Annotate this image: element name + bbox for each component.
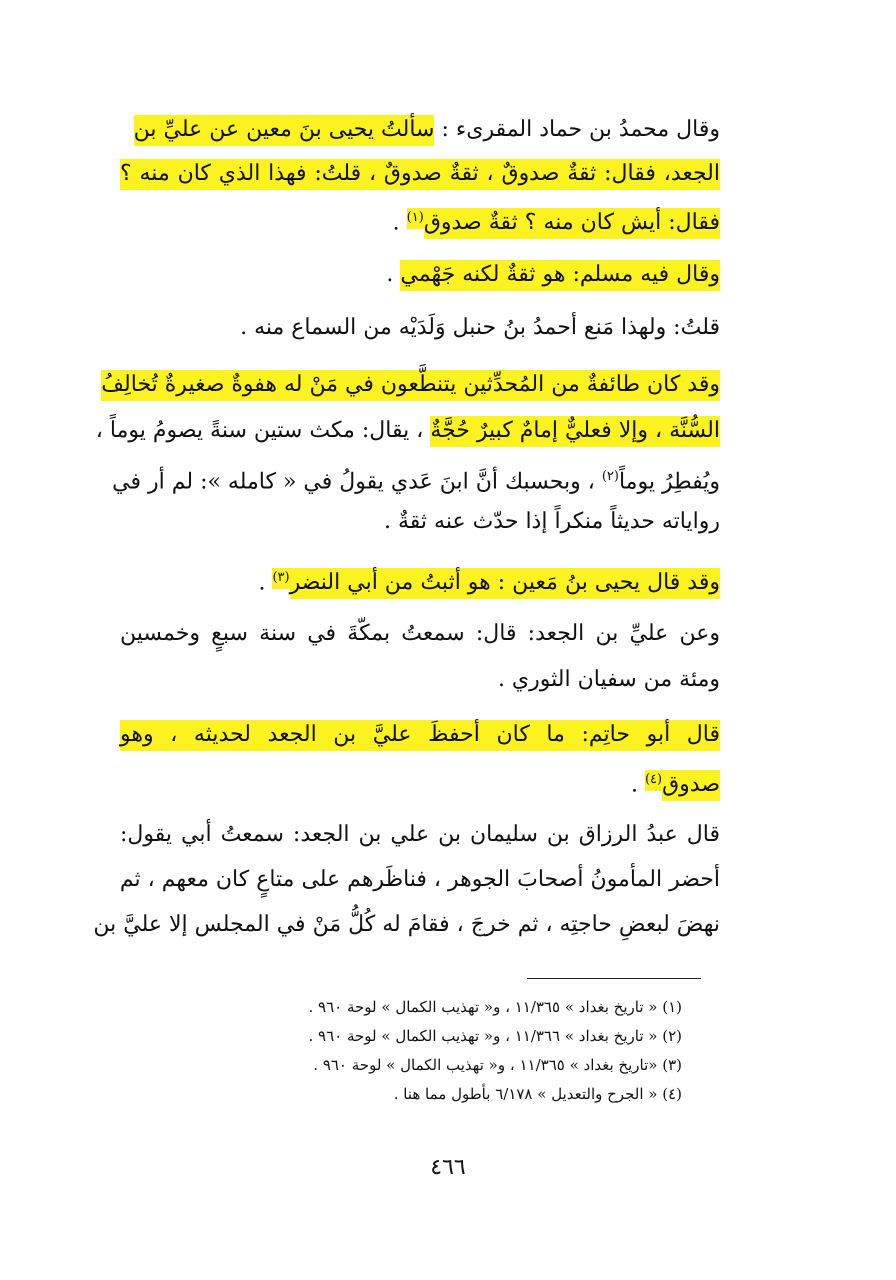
text-line (120, 311, 720, 345)
line-text: ، وبحسبك أنَّ ابنَ عَدي يقولُ في « كامله »: لم أر في (112, 469, 602, 495)
footnote-ref: (٤) (645, 770, 662, 791)
line-text: رواياته حديثاً منكراً إذا حدّث عنه ثقةٌ . (384, 509, 720, 534)
text-line (120, 258, 720, 292)
text-line (120, 157, 720, 191)
line-text: أحضر المأمونُ أصحابَ الجوهر ، فناظَرهم على متاعٍ كان معهم ، ثم (119, 867, 720, 892)
text-line (120, 818, 720, 852)
highlighted-text: سألتُ يحيى بنَ معين عن عليِّ بن (134, 115, 435, 146)
line-text: ، يقال: مكث ستين سنةً يصومُ يوماً ، (95, 418, 431, 443)
page-number: ٤٦٦ (430, 1155, 466, 1180)
line-text: . (258, 570, 273, 596)
text-line (120, 561, 720, 600)
highlighted-text: قال أبو حاتِم: ما كان أحفظَ عليَّ بن الجعد لحديثه ، وهو (120, 720, 720, 751)
text-line (95, 414, 720, 448)
text-line (120, 617, 720, 651)
line-text: ويُفطِرُ يوماً (618, 469, 720, 495)
text-line (120, 718, 720, 752)
highlighted-text: الجعد، فقال: ثقةٌ صدوقٌ ، ثقةٌ صدوقٌ ، قلتُ: فهذا الذي كان منه ؟ (120, 159, 720, 190)
highlighted-text: وقد قال يحيى بنُ مَعين : هو أثبتُ من أبي النضر (290, 568, 720, 599)
footnote-ref: (٣) (272, 568, 289, 589)
footnote: (١) « تاريخ بغداد » ١١/٣٦٥ ، و« تهذيب الكمال » لوحة ٩٦٠ . (308, 998, 682, 1016)
text-line (101, 368, 720, 402)
highlighted-text: وقال فيه مسلم: هو ثقةٌ لكنه جَهْمي (400, 260, 720, 291)
footnote: (٣) «تاريخ بغداد » ١١/٣٦٥ ، و« تهذيب الكمال » لوحة ٩٦٠ . (313, 1056, 682, 1074)
highlighted-text: فقال: أيش كان منه ؟ ثقةٌ صدوق (424, 208, 720, 239)
text-line (120, 763, 720, 802)
text-line (120, 863, 720, 897)
footnote-ref: (١) (407, 208, 424, 229)
text-line (93, 908, 720, 942)
text-line (112, 460, 720, 499)
highlighted-text: وقد كان طائفةٌ من المُحدِّثين يتنطَّعون في مَنْ له هفوةٌ صغيرةٌ تُخالِفُ (101, 370, 720, 401)
text-line (120, 113, 720, 147)
line-text: ومئة من سفيان الثوري . (497, 667, 720, 692)
line-text: . (386, 262, 401, 287)
line-text: قلتُ: ولهذا مَنع أحمدُ بنُ حنبل وَلَدَيْه من السماع منه . (240, 315, 720, 340)
highlighted-text: صدوق (662, 770, 720, 801)
line-text: قال عبدُ الرزاق بن سليمان بن علي بن الجعد: سمعتُ أبي يقول: (120, 822, 720, 847)
footnote-ref: (٢) (601, 469, 619, 484)
text-line (120, 663, 720, 697)
footnote: (٢) « تاريخ بغداد » ١١/٣٦٦ ، و« تهذيب الكمال » لوحة ٩٦٠ . (308, 1027, 682, 1045)
highlighted-text: السُّنَّة ، وإلا فعليٌّ إمامٌ كبيرٌ حُجَّةٌ (430, 416, 720, 447)
line-text: . (630, 772, 645, 798)
line-text: وعن عليِّ بن الجعد: قال: سمعتُ بمكّةَ في سنة سبعٍ وخمسين (120, 621, 720, 646)
line-text: وقال محمدُ بن حماد المقرىء : (434, 117, 720, 142)
footnote-separator (527, 978, 701, 979)
footnote: (٤) « الجرح والتعديل » ٦/١٧٨ بأطول مما هنا . (393, 1085, 682, 1103)
line-text: نهضَ لبعضِ حاجتِه ، ثم خرجَ ، فقامَ له كُلُّ مَنْ في المجلس إلا عليَّ بن (93, 912, 720, 937)
text-line (120, 505, 720, 539)
line-text: . (392, 210, 407, 236)
text-line (120, 201, 720, 240)
